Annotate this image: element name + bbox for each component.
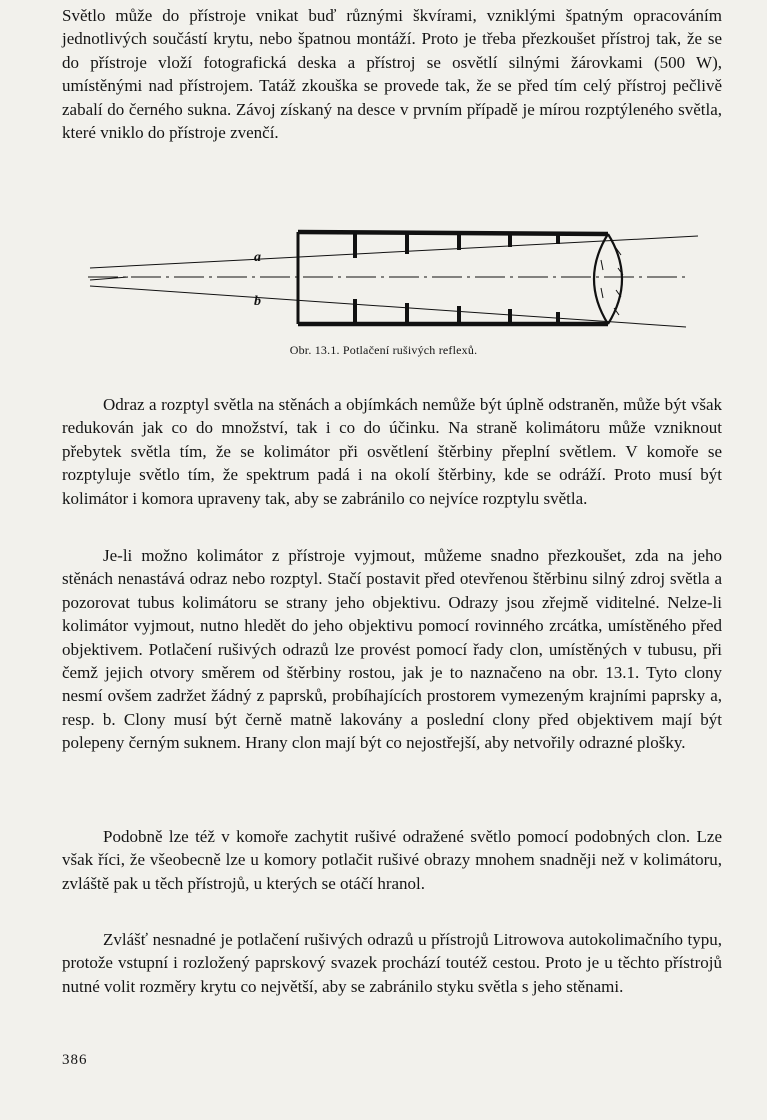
ray-b: [90, 286, 686, 327]
tube-top-wall: [298, 232, 608, 234]
paragraph-2: Odraz a rozptyl světla na stěnách a objímkách nemůže být úplně odstraněn, může být však redukován jak co do množství, tak i co do účinku. Na straně kolimátoru může vzniknout přebytek světla tím, že se kolimátor při osvětlení štěrbiny přeplní světlem. V komoře se rozptyluje světlo tím, že spektrum padá i na okolí štěrbiny, kde se odráží. Proto musí být kolimátor i komora upraveny tak, aby se zabránilo co nejvíce rozptylu světla.: [62, 395, 722, 508]
paragraph-5: Zvlášť nesnadné je potlačení rušivých odrazů u přístrojů Litrowova autokolimačního typu, protože vstupní i rozložený paprskový svazek prochází toutéž cestou. Proto je u těchto přístrojů nutné volit rozměry krytu co největší, aby se zabránilo styku světla s jeho stěnami.: [62, 930, 722, 996]
label-b: b: [254, 294, 261, 309]
figure-13-1: [88, 220, 698, 338]
label-a: a: [254, 250, 261, 265]
ray-a: [90, 236, 698, 268]
paragraph-3: Je-li možno kolimátor z přístroje vyjmout, můžeme snadno přezkoušet, zda na jeho stěnách nenastává odraz nebo rozptyl. Stačí postavit před otevřenou štěrbinu silný zdroj světla a pozorovat tubus kolimátoru se strany jeho objektivu. Odrazy jsou zřejmě viditelné. Nelze-li kolimátor vyjmout, nutno hledět do jeho objektivu pomocí rovinného zrcátka, umístěného před objektivem. Potlačení rušivých odrazů lze provést pomocí řady clon, umístěných v tubusu, při čemž jejich otvory směrem od štěrbiny rostou, jak je to naznačeno na obr. 13.1. Tyto clony nesmí ovšem zadržet žádný z paprsků, probíhajících prostorem vymezeným krajními paprsky a, resp. b. Clony musí být černě matně lakovány a poslední clony před objektivem mají být polepeny černým suknem. Hrany clon mají být co nejostřejší, aby netvořily odrazné plošky.: [62, 546, 722, 753]
paragraph-1: Světlo může do přístroje vnikat buď různými škvírami, vzniklými špatným opracováním jednotlivých součástí krytu, nebo špatnou montáží. Proto je třeba přezkoušet přístroj tak, že se do přístroje vloží fotografická deska a přístroj se osvětlí silnými žárovkami (500 W), umístěnými nad přístrojem. Tatáž zkouška se provede tak, že se před tím celý přístroj pečlivě zabalí do černého sukna. Závoj získaný na desce v prvním případě je mírou rozptýleného světla, které vniklo do přístroje zvenčí.: [62, 6, 722, 143]
figure-caption: Obr. 13.1. Potlačení rušivých reflexů.: [289, 343, 478, 357]
page-number: 386: [62, 1052, 88, 1068]
collimator-baffles-diagram: [88, 220, 698, 338]
paragraph-4: Podobně lze též v komoře zachytit rušivé odražené světlo pomocí podobných clon. Lze však říci, že všeobecně lze u komory potlačit rušivé obrazy mnohem snadněji než v kolimátoru, zvláště pak u těch přístrojů, u kterých se otáčí hranol.: [62, 827, 722, 893]
objective-lens: [594, 234, 623, 324]
